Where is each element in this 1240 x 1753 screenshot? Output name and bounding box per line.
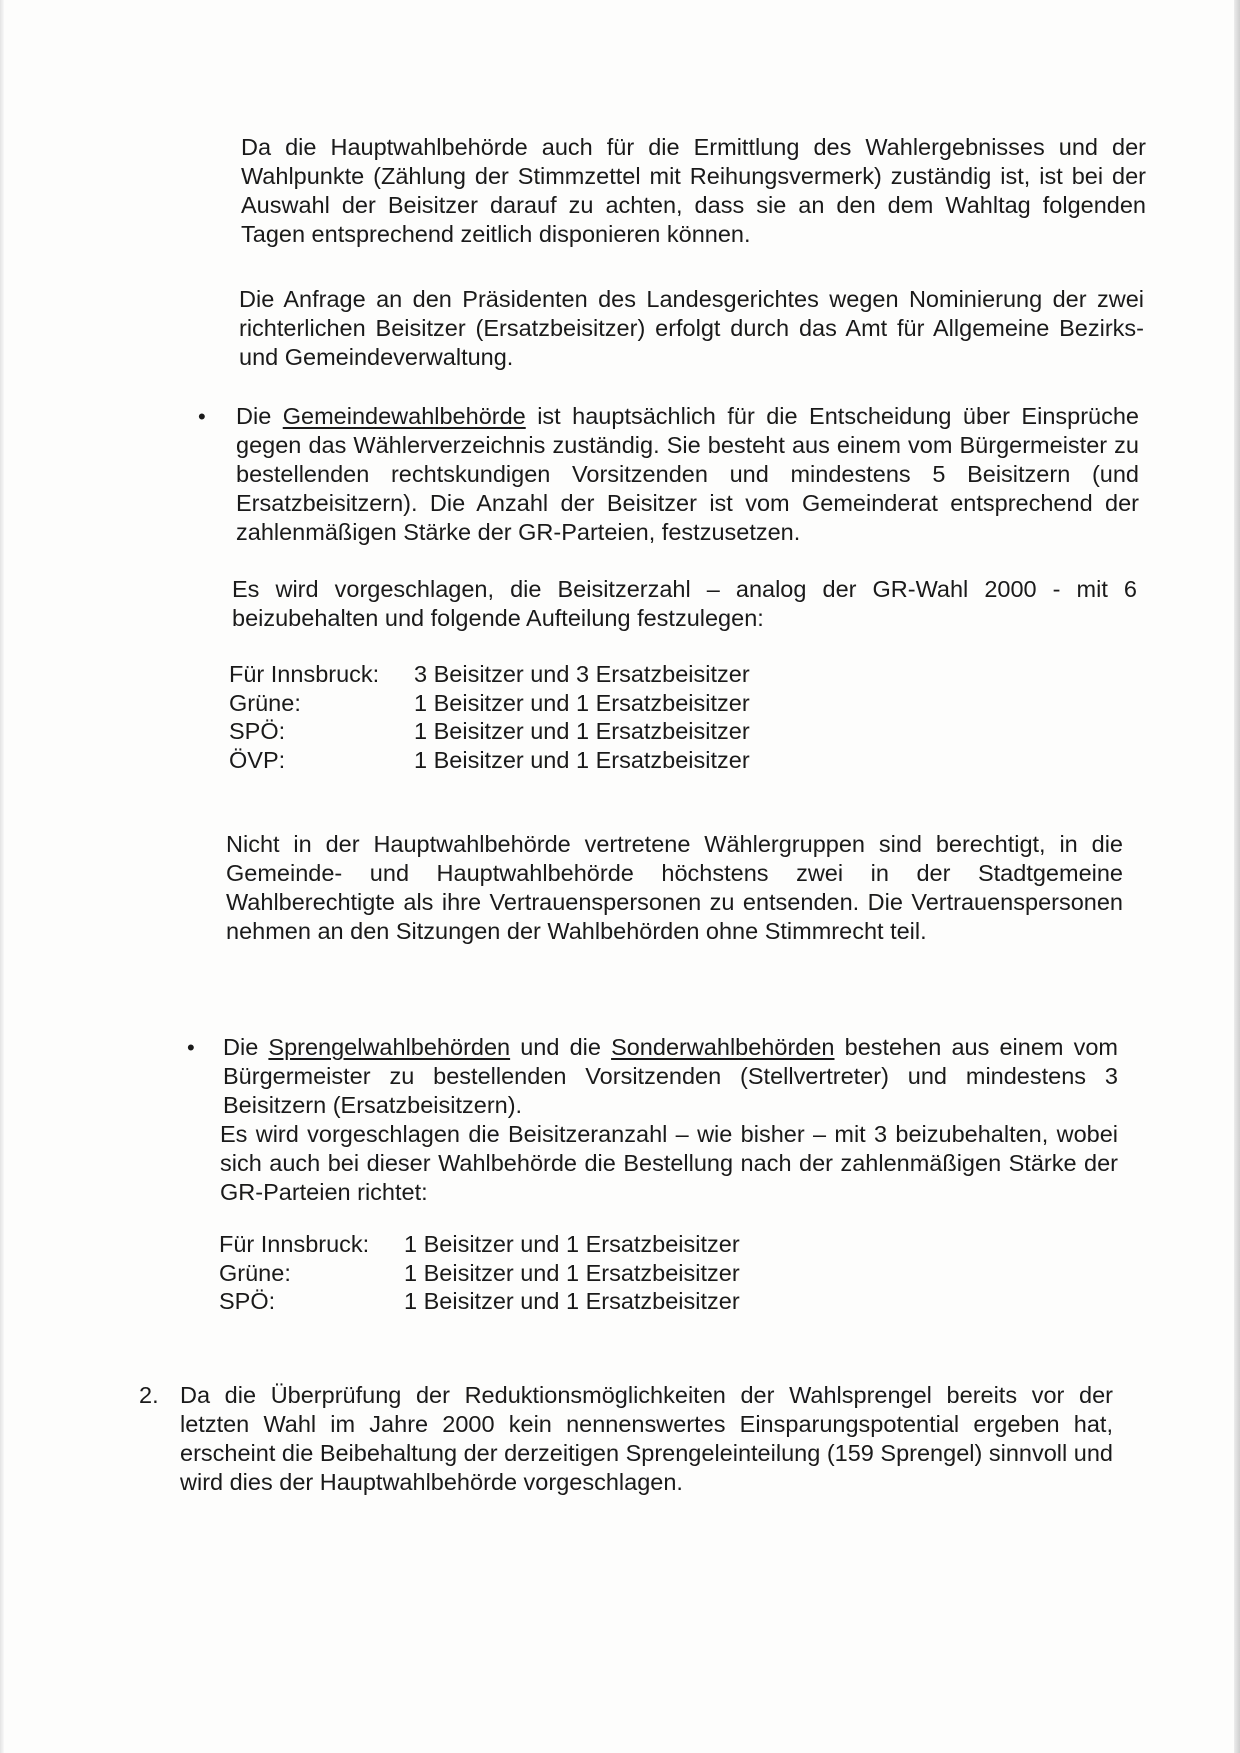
gemeinde-allocation-row bbox=[229, 660, 750, 689]
gemeinde-prefix: Die bbox=[236, 403, 272, 429]
sprengel-text: bestehen aus einem vom Bürgermeister zu bestellenden Vorsitzenden (Stellvertreter) und mindestens 3 Beisitzern (Ersatzbeisitzern). bbox=[223, 1034, 1118, 1118]
sprengel-middle: und die bbox=[520, 1034, 601, 1060]
sprengel-allocation-party: Grüne: bbox=[219, 1259, 291, 1286]
gemeinde-allocation-party: ÖVP: bbox=[229, 746, 286, 773]
sprengel-paragraph bbox=[223, 1033, 1118, 1120]
gemeinde-allocation-seats: 1 Beisitzer und 1 Ersatzbeisitzer bbox=[414, 718, 750, 744]
scan-edge-right bbox=[1234, 0, 1240, 1753]
gemeinde-text: ist hauptsächlich für die Entscheidung über Einsprüche gegen das Wählerverzeichnis zuständig. Sie besteht aus einem vom Bürgermeister zu bestellenden rechtskundigen Vorsitzenden und mindestens 5 Beisitzern (und Ersatzbeisitzern). Die Anzahl der Beisitzer ist vom Gemeinderat entsprechend der zahlenmäßigen Stärke der GR-Parteien, festzusetzen. bbox=[236, 403, 1139, 545]
item-2-number: 2. bbox=[139, 1382, 159, 1408]
gemeinde-allocation-seats: 1 Beisitzer und 1 Ersatzbeisitzer bbox=[414, 746, 750, 773]
gemeinde-term: Gemeindewahlbehörde bbox=[282, 403, 526, 429]
sprengel-allocation-seats: 1 Beisitzer und 1 Ersatzbeisitzer bbox=[404, 1231, 740, 1257]
sprengel-allocation-seats: 1 Beisitzer und 1 Ersatzbeisitzer bbox=[404, 1259, 740, 1286]
gemeinde-paragraph bbox=[236, 402, 1139, 547]
gemeinde-allocation-party: Für Innsbruck: bbox=[229, 661, 380, 687]
scan-edge-left bbox=[0, 0, 4, 1753]
sprengel-proposal: Es wird vorgeschlagen die Beisitzeranzahl – wie bisher – mit 3 beizubehalten, wobei sich auch bei dieser Wahlbehörde die Bestellung nach der zahlenmäßigen Stärke der GR-Parteien richtet: bbox=[220, 1121, 1118, 1205]
gemeinde-allocation-party: SPÖ: bbox=[229, 718, 286, 744]
gemeinde-allocation-seats: 1 Beisitzer und 1 Ersatzbeisitzer bbox=[414, 689, 750, 716]
sprengel-prefix: Die bbox=[223, 1034, 259, 1060]
gemeinde-note: Nicht in der Hauptwahlbehörde vertretene Wählergruppen sind berechtigt, in die Gemeinde- und Hauptwahlbehörde höchstens zwei in der Stadtgemeine Wahlberechtigte als ihre Vertrauenspersonen zu entsenden. Die Vertrauenspersonen nehmen an den Sitzungen der Wahlbehörden ohne Stimmrecht teil. bbox=[226, 831, 1123, 944]
gemeinde-proposal: Es wird vorgeschlagen, die Beisitzerzahl – analog der GR-Wahl 2000 - mit 6 beizubehalten und folgende Aufteilung festzulegen: bbox=[232, 576, 1137, 631]
bullet-sprengel: • bbox=[187, 1035, 195, 1060]
sprengel-allocation-row bbox=[219, 1287, 740, 1316]
gemeinde-allocation-row bbox=[229, 689, 750, 718]
sprengel-term-2: Sonderwahlbehörden bbox=[611, 1034, 835, 1060]
intro-paragraph-2: Die Anfrage an den Präsidenten des Landesgerichtes wegen Nominierung der zwei richterlichen Beisitzer (Ersatzbeisitzer) erfolgt durch das Amt für Allgemeine Bezirks- und Gemeindeverwaltung. bbox=[239, 286, 1144, 370]
sprengel-allocation-row bbox=[219, 1259, 740, 1288]
sprengel-allocation-table bbox=[219, 1230, 740, 1316]
item-2-paragraph: Da die Überprüfung der Reduktionsmöglichkeiten der Wahlsprengel bereits vor der letzten Wahl im Jahre 2000 kein nennenswertes Einsparungspotential ergeben hat, erscheint die Beibehaltung der derzeitigen Sprengeleinteilung (159 Sprengel) sinnvoll und wird dies der Hauptwahlbehörde vorgeschlagen. bbox=[180, 1382, 1113, 1495]
bullet-gemeinde: • bbox=[198, 404, 206, 429]
sprengel-allocation-party: Für Innsbruck: bbox=[219, 1231, 370, 1257]
sprengel-allocation-row bbox=[219, 1230, 740, 1259]
gemeinde-allocation-seats: 3 Beisitzer und 3 Ersatzbeisitzer bbox=[414, 661, 750, 687]
sprengel-term-1: Sprengelwahlbehörden bbox=[268, 1034, 511, 1060]
gemeinde-allocation-party: Grüne: bbox=[229, 689, 301, 716]
gemeinde-allocation-row bbox=[229, 717, 750, 746]
sprengel-allocation-party: SPÖ: bbox=[219, 1288, 276, 1314]
gemeinde-allocation-row bbox=[229, 746, 750, 775]
intro-paragraph-1: Da die Hauptwahlbehörde auch für die Ermittlung des Wahlergebnisses und der Wahlpunkte (Zählung der Stimmzettel mit Reihungsvermerk) zuständig ist, ist bei der Auswahl der Beisitzer darauf zu achten, dass sie an den dem Wahltag folgenden Tagen entsprechend zeitlich disponieren können. bbox=[241, 134, 1146, 247]
sprengel-allocation-seats: 1 Beisitzer und 1 Ersatzbeisitzer bbox=[404, 1288, 740, 1314]
gemeinde-allocation-table bbox=[229, 660, 750, 774]
